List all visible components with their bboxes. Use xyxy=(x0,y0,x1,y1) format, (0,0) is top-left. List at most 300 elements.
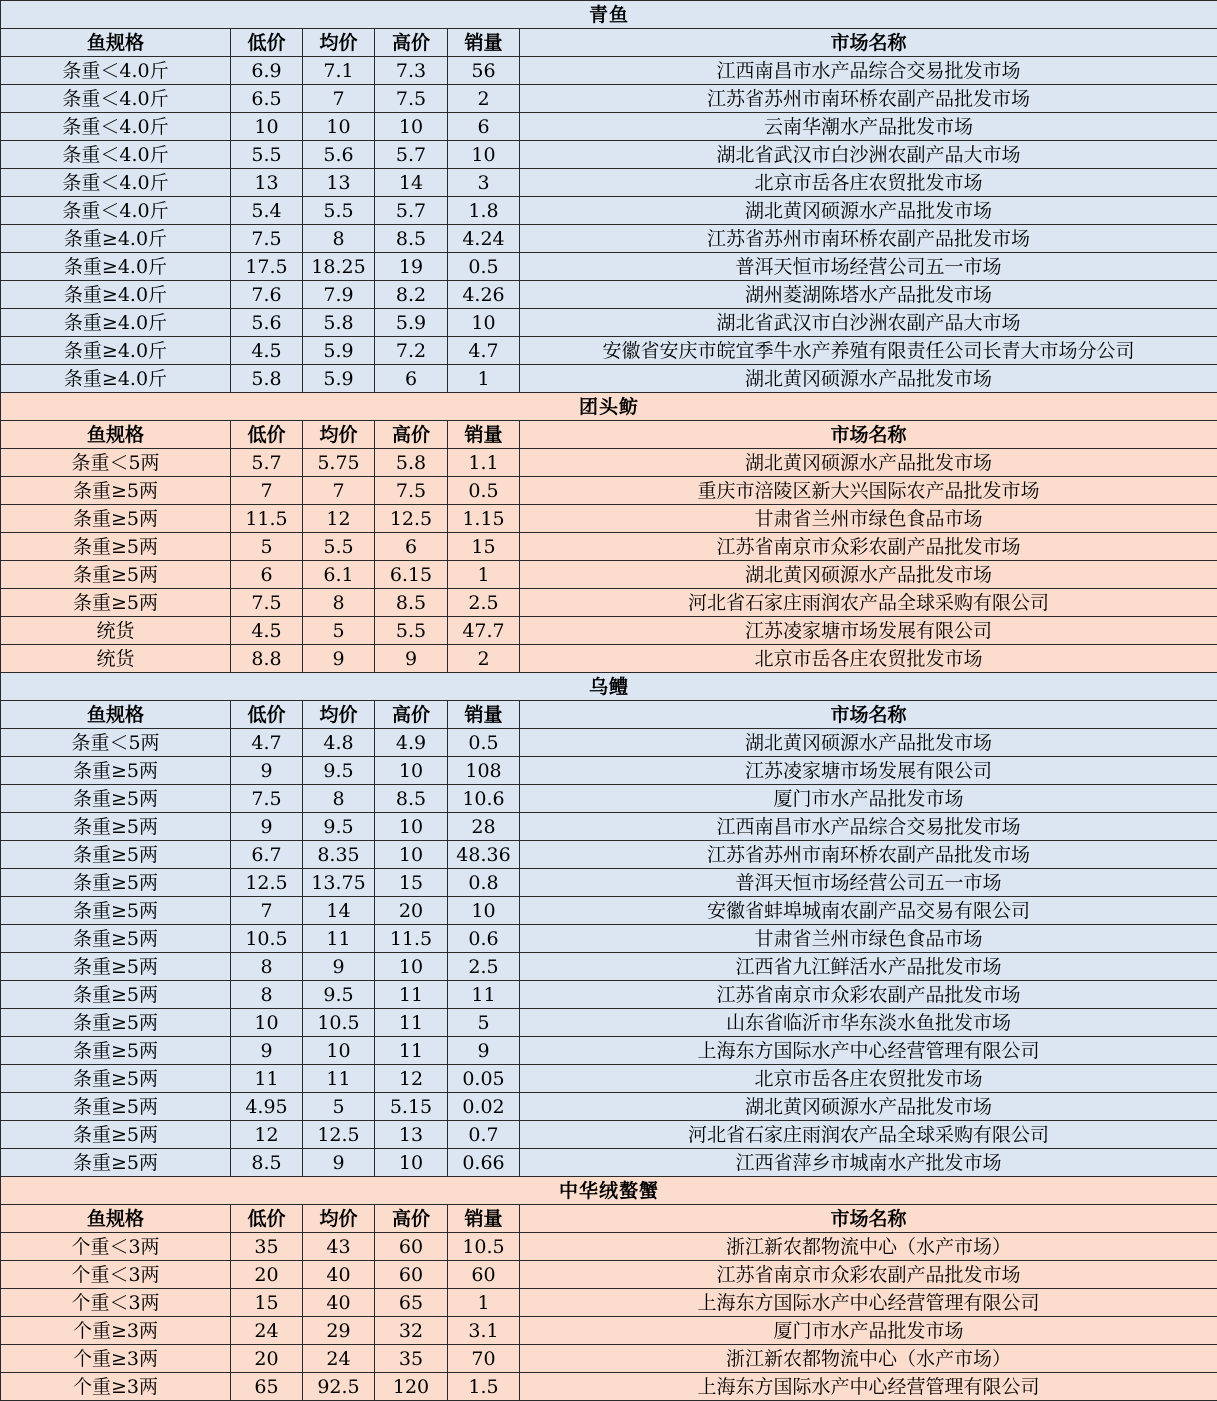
cell-market-name: 普洱天恒市场经营公司五一市场 xyxy=(520,253,1217,281)
table-row xyxy=(1,897,1217,925)
cell-market-name: 北京市岳各庄农贸批发市场 xyxy=(520,645,1217,673)
section-title: 青鱼 xyxy=(1,1,1217,29)
cell-market-name: 湖北黄冈硕源水产品批发市场 xyxy=(520,365,1217,393)
cell-high-price: 7.5 xyxy=(375,477,448,505)
cell-market-name: 浙江新农都物流中心（水产市场） xyxy=(520,1233,1217,1261)
cell-low-price: 4.7 xyxy=(231,729,303,757)
section-3 xyxy=(1,1177,1217,1401)
cell-spec: 条重＜4.0斤 xyxy=(1,85,231,113)
cell-market-name: 江苏凌家塘市场发展有限公司 xyxy=(520,757,1217,785)
cell-high-price: 19 xyxy=(375,253,448,281)
column-header-low-price: 低价 xyxy=(231,421,303,449)
cell-market-name: 甘肃省兰州市绿色食品市场 xyxy=(520,925,1217,953)
cell-volume: 28 xyxy=(448,813,520,841)
cell-market-name: 厦门市水产品批发市场 xyxy=(520,785,1217,813)
cell-low-price: 17.5 xyxy=(231,253,303,281)
cell-low-price: 24 xyxy=(231,1317,303,1345)
section-title-row xyxy=(1,673,1217,701)
cell-volume: 56 xyxy=(448,57,520,85)
cell-market-name: 江苏省苏州市南环桥农副产品批发市场 xyxy=(520,85,1217,113)
cell-market-name: 江西省萍乡市城南水产批发市场 xyxy=(520,1149,1217,1177)
cell-avg-price: 8 xyxy=(303,589,375,617)
cell-market-name: 湖北省武汉市白沙洲农副产品大市场 xyxy=(520,309,1217,337)
table-row xyxy=(1,533,1217,561)
cell-avg-price: 7 xyxy=(303,477,375,505)
cell-spec: 条重≥5两 xyxy=(1,841,231,869)
column-header-spec: 鱼规格 xyxy=(1,421,231,449)
cell-market-name: 甘肃省兰州市绿色食品市场 xyxy=(520,505,1217,533)
cell-spec: 条重≥5两 xyxy=(1,1009,231,1037)
cell-market-name: 普洱天恒市场经营公司五一市场 xyxy=(520,869,1217,897)
cell-market-name: 江苏省南京市众彩农副产品批发市场 xyxy=(520,981,1217,1009)
cell-spec: 条重≥4.0斤 xyxy=(1,281,231,309)
cell-low-price: 7 xyxy=(231,477,303,505)
cell-spec: 条重≥5两 xyxy=(1,953,231,981)
cell-market-name: 厦门市水产品批发市场 xyxy=(520,1317,1217,1345)
cell-market-name: 江苏省南京市众彩农副产品批发市场 xyxy=(520,1261,1217,1289)
cell-low-price: 5.7 xyxy=(231,449,303,477)
cell-high-price: 7.5 xyxy=(375,85,448,113)
cell-avg-price: 12 xyxy=(303,505,375,533)
cell-volume: 2.5 xyxy=(448,953,520,981)
cell-avg-price: 11 xyxy=(303,925,375,953)
cell-volume: 10.6 xyxy=(448,785,520,813)
column-header-high-price: 高价 xyxy=(375,701,448,729)
cell-volume: 3.1 xyxy=(448,1317,520,1345)
cell-high-price: 13 xyxy=(375,1121,448,1149)
cell-market-name: 上海东方国际水产中心经营管理有限公司 xyxy=(520,1373,1217,1401)
cell-spec: 个重≥3两 xyxy=(1,1317,231,1345)
cell-avg-price: 8.35 xyxy=(303,841,375,869)
column-header-low-price: 低价 xyxy=(231,701,303,729)
cell-spec: 个重＜3两 xyxy=(1,1261,231,1289)
cell-high-price: 7.2 xyxy=(375,337,448,365)
table-row xyxy=(1,281,1217,309)
cell-low-price: 10.5 xyxy=(231,925,303,953)
cell-high-price: 6 xyxy=(375,533,448,561)
cell-low-price: 13 xyxy=(231,169,303,197)
table-row xyxy=(1,1009,1217,1037)
table-row xyxy=(1,785,1217,813)
cell-avg-price: 5.5 xyxy=(303,533,375,561)
column-header-market-name: 市场名称 xyxy=(520,1205,1217,1233)
cell-avg-price: 10 xyxy=(303,1037,375,1065)
cell-low-price: 4.95 xyxy=(231,1093,303,1121)
cell-low-price: 7.5 xyxy=(231,785,303,813)
cell-volume: 10 xyxy=(448,309,520,337)
cell-avg-price: 5.6 xyxy=(303,141,375,169)
cell-spec: 条重≥5两 xyxy=(1,869,231,897)
cell-market-name: 湖北黄冈硕源水产品批发市场 xyxy=(520,197,1217,225)
table-row xyxy=(1,1289,1217,1317)
cell-low-price: 12.5 xyxy=(231,869,303,897)
cell-low-price: 5 xyxy=(231,533,303,561)
cell-high-price: 8.5 xyxy=(375,589,448,617)
cell-market-name: 上海东方国际水产中心经营管理有限公司 xyxy=(520,1037,1217,1065)
cell-high-price: 11 xyxy=(375,981,448,1009)
section-2 xyxy=(1,673,1217,1177)
cell-low-price: 4.5 xyxy=(231,617,303,645)
cell-volume: 4.7 xyxy=(448,337,520,365)
cell-volume: 70 xyxy=(448,1345,520,1373)
cell-low-price: 11 xyxy=(231,1065,303,1093)
table-row xyxy=(1,197,1217,225)
cell-low-price: 20 xyxy=(231,1345,303,1373)
cell-low-price: 20 xyxy=(231,1261,303,1289)
cell-spec: 个重≥3两 xyxy=(1,1373,231,1401)
column-header-avg-price: 均价 xyxy=(303,1205,375,1233)
cell-high-price: 60 xyxy=(375,1233,448,1261)
cell-volume: 47.7 xyxy=(448,617,520,645)
cell-high-price: 15 xyxy=(375,869,448,897)
table-row xyxy=(1,477,1217,505)
cell-volume: 11 xyxy=(448,981,520,1009)
cell-volume: 0.5 xyxy=(448,253,520,281)
cell-market-name: 湖北省武汉市白沙洲农副产品大市场 xyxy=(520,141,1217,169)
column-header-market-name: 市场名称 xyxy=(520,701,1217,729)
cell-market-name: 云南华潮水产品批发市场 xyxy=(520,113,1217,141)
cell-spec: 条重≥5两 xyxy=(1,981,231,1009)
column-header-avg-price: 均价 xyxy=(303,29,375,57)
cell-avg-price: 10.5 xyxy=(303,1009,375,1037)
cell-high-price: 8.5 xyxy=(375,225,448,253)
table-row xyxy=(1,365,1217,393)
table-row xyxy=(1,113,1217,141)
cell-avg-price: 8 xyxy=(303,785,375,813)
cell-low-price: 8 xyxy=(231,981,303,1009)
cell-high-price: 12 xyxy=(375,1065,448,1093)
table-row xyxy=(1,813,1217,841)
cell-spec: 条重≥5两 xyxy=(1,1037,231,1065)
cell-high-price: 6.15 xyxy=(375,561,448,589)
cell-high-price: 20 xyxy=(375,897,448,925)
cell-low-price: 6 xyxy=(231,561,303,589)
cell-market-name: 江苏省南京市众彩农副产品批发市场 xyxy=(520,533,1217,561)
section-title: 中华绒螯蟹 xyxy=(1,1177,1217,1205)
table-row xyxy=(1,85,1217,113)
cell-avg-price: 5.5 xyxy=(303,197,375,225)
section-title-row xyxy=(1,1177,1217,1205)
cell-market-name: 北京市岳各庄农贸批发市场 xyxy=(520,1065,1217,1093)
cell-volume: 1 xyxy=(448,1289,520,1317)
cell-low-price: 7.5 xyxy=(231,225,303,253)
cell-low-price: 12 xyxy=(231,1121,303,1149)
cell-avg-price: 8 xyxy=(303,225,375,253)
cell-low-price: 7.6 xyxy=(231,281,303,309)
cell-high-price: 10 xyxy=(375,841,448,869)
column-header-volume: 销量 xyxy=(448,701,520,729)
cell-market-name: 江苏省苏州市南环桥农副产品批发市场 xyxy=(520,841,1217,869)
cell-high-price: 5.5 xyxy=(375,617,448,645)
cell-avg-price: 5.9 xyxy=(303,337,375,365)
cell-spec: 条重≥5两 xyxy=(1,925,231,953)
table-row xyxy=(1,1121,1217,1149)
cell-volume: 0.02 xyxy=(448,1093,520,1121)
cell-market-name: 北京市岳各庄农贸批发市场 xyxy=(520,169,1217,197)
cell-market-name: 山东省临沂市华东淡水鱼批发市场 xyxy=(520,1009,1217,1037)
cell-avg-price: 14 xyxy=(303,897,375,925)
cell-market-name: 江苏省苏州市南环桥农副产品批发市场 xyxy=(520,225,1217,253)
cell-volume: 10 xyxy=(448,141,520,169)
table-row xyxy=(1,1065,1217,1093)
cell-volume: 0.5 xyxy=(448,477,520,505)
cell-avg-price: 9.5 xyxy=(303,757,375,785)
column-header-low-price: 低价 xyxy=(231,29,303,57)
cell-avg-price: 4.8 xyxy=(303,729,375,757)
cell-volume: 0.05 xyxy=(448,1065,520,1093)
table-row xyxy=(1,1233,1217,1261)
cell-market-name: 浙江新农都物流中心（水产市场） xyxy=(520,1345,1217,1373)
cell-avg-price: 7.9 xyxy=(303,281,375,309)
cell-high-price: 4.9 xyxy=(375,729,448,757)
cell-low-price: 5.6 xyxy=(231,309,303,337)
cell-avg-price: 18.25 xyxy=(303,253,375,281)
table-row xyxy=(1,57,1217,85)
cell-high-price: 14 xyxy=(375,169,448,197)
cell-avg-price: 9 xyxy=(303,645,375,673)
cell-volume: 1 xyxy=(448,561,520,589)
cell-volume: 6 xyxy=(448,113,520,141)
cell-avg-price: 12.5 xyxy=(303,1121,375,1149)
cell-spec: 条重≥5两 xyxy=(1,813,231,841)
cell-spec: 条重＜4.0斤 xyxy=(1,141,231,169)
cell-market-name: 重庆市涪陵区新大兴国际农产品批发市场 xyxy=(520,477,1217,505)
table-row xyxy=(1,309,1217,337)
cell-spec: 条重≥5两 xyxy=(1,589,231,617)
cell-high-price: 5.15 xyxy=(375,1093,448,1121)
cell-high-price: 10 xyxy=(375,953,448,981)
cell-spec: 条重＜4.0斤 xyxy=(1,197,231,225)
cell-low-price: 15 xyxy=(231,1289,303,1317)
cell-avg-price: 92.5 xyxy=(303,1373,375,1401)
cell-volume: 2 xyxy=(448,645,520,673)
cell-spec: 个重＜3两 xyxy=(1,1289,231,1317)
cell-avg-price: 5 xyxy=(303,1093,375,1121)
table-row xyxy=(1,337,1217,365)
cell-high-price: 6 xyxy=(375,365,448,393)
column-header-spec: 鱼规格 xyxy=(1,701,231,729)
table-row xyxy=(1,925,1217,953)
cell-avg-price: 11 xyxy=(303,1065,375,1093)
cell-low-price: 6.5 xyxy=(231,85,303,113)
cell-market-name: 安徽省蚌埠城南农副产品交易有限公司 xyxy=(520,897,1217,925)
cell-high-price: 11.5 xyxy=(375,925,448,953)
cell-avg-price: 24 xyxy=(303,1345,375,1373)
table-row xyxy=(1,617,1217,645)
table-row xyxy=(1,1093,1217,1121)
cell-volume: 9 xyxy=(448,1037,520,1065)
cell-spec: 条重≥5两 xyxy=(1,757,231,785)
cell-high-price: 8.2 xyxy=(375,281,448,309)
cell-market-name: 上海东方国际水产中心经营管理有限公司 xyxy=(520,1289,1217,1317)
cell-avg-price: 9.5 xyxy=(303,981,375,1009)
cell-high-price: 5.7 xyxy=(375,141,448,169)
cell-low-price: 4.5 xyxy=(231,337,303,365)
column-header-spec: 鱼规格 xyxy=(1,29,231,57)
cell-spec: 条重≥5两 xyxy=(1,1149,231,1177)
cell-avg-price: 5 xyxy=(303,617,375,645)
cell-volume: 0.66 xyxy=(448,1149,520,1177)
cell-avg-price: 29 xyxy=(303,1317,375,1345)
header-row xyxy=(1,701,1217,729)
cell-high-price: 32 xyxy=(375,1317,448,1345)
cell-spec: 条重≥5两 xyxy=(1,897,231,925)
table-row xyxy=(1,1345,1217,1373)
cell-market-name: 湖北黄冈硕源水产品批发市场 xyxy=(520,449,1217,477)
cell-low-price: 65 xyxy=(231,1373,303,1401)
cell-spec: 条重≥5两 xyxy=(1,477,231,505)
column-header-high-price: 高价 xyxy=(375,1205,448,1233)
cell-low-price: 7 xyxy=(231,897,303,925)
cell-volume: 60 xyxy=(448,1261,520,1289)
column-header-volume: 销量 xyxy=(448,421,520,449)
cell-spec: 条重≥4.0斤 xyxy=(1,225,231,253)
cell-volume: 2.5 xyxy=(448,589,520,617)
column-header-volume: 销量 xyxy=(448,29,520,57)
cell-low-price: 6.7 xyxy=(231,841,303,869)
cell-volume: 1.5 xyxy=(448,1373,520,1401)
cell-volume: 1.15 xyxy=(448,505,520,533)
cell-spec: 条重＜5两 xyxy=(1,729,231,757)
cell-avg-price: 5.8 xyxy=(303,309,375,337)
cell-volume: 0.5 xyxy=(448,729,520,757)
cell-spec: 条重≥4.0斤 xyxy=(1,365,231,393)
section-title: 乌鳢 xyxy=(1,673,1217,701)
cell-low-price: 7.5 xyxy=(231,589,303,617)
section-1 xyxy=(1,393,1217,673)
cell-volume: 4.26 xyxy=(448,281,520,309)
cell-market-name: 河北省石家庄雨润农产品全球采购有限公司 xyxy=(520,589,1217,617)
cell-avg-price: 9 xyxy=(303,1149,375,1177)
cell-high-price: 11 xyxy=(375,1037,448,1065)
cell-avg-price: 43 xyxy=(303,1233,375,1261)
cell-spec: 条重≥4.0斤 xyxy=(1,337,231,365)
cell-volume: 108 xyxy=(448,757,520,785)
cell-avg-price: 6.1 xyxy=(303,561,375,589)
cell-avg-price: 40 xyxy=(303,1261,375,1289)
cell-volume: 5 xyxy=(448,1009,520,1037)
cell-low-price: 5.8 xyxy=(231,365,303,393)
cell-low-price: 6.9 xyxy=(231,57,303,85)
column-header-high-price: 高价 xyxy=(375,421,448,449)
table-row xyxy=(1,589,1217,617)
cell-market-name: 江苏凌家塘市场发展有限公司 xyxy=(520,617,1217,645)
cell-avg-price: 13.75 xyxy=(303,869,375,897)
cell-volume: 1.8 xyxy=(448,197,520,225)
cell-low-price: 8 xyxy=(231,953,303,981)
cell-spec: 条重≥4.0斤 xyxy=(1,253,231,281)
column-header-avg-price: 均价 xyxy=(303,701,375,729)
cell-volume: 15 xyxy=(448,533,520,561)
cell-avg-price: 10 xyxy=(303,113,375,141)
cell-volume: 3 xyxy=(448,169,520,197)
table-row xyxy=(1,841,1217,869)
cell-spec: 统货 xyxy=(1,645,231,673)
cell-high-price: 65 xyxy=(375,1289,448,1317)
cell-avg-price: 5.9 xyxy=(303,365,375,393)
column-header-low-price: 低价 xyxy=(231,1205,303,1233)
cell-low-price: 10 xyxy=(231,1009,303,1037)
table-row xyxy=(1,1373,1217,1401)
section-title-row xyxy=(1,393,1217,421)
cell-spec: 条重＜4.0斤 xyxy=(1,113,231,141)
cell-avg-price: 9 xyxy=(303,953,375,981)
table-row xyxy=(1,253,1217,281)
cell-volume: 4.24 xyxy=(448,225,520,253)
cell-volume: 0.7 xyxy=(448,1121,520,1149)
cell-spec: 统货 xyxy=(1,617,231,645)
cell-low-price: 11.5 xyxy=(231,505,303,533)
table-row xyxy=(1,1037,1217,1065)
cell-spec: 条重≥5两 xyxy=(1,1065,231,1093)
cell-low-price: 35 xyxy=(231,1233,303,1261)
cell-low-price: 8.5 xyxy=(231,1149,303,1177)
cell-high-price: 10 xyxy=(375,813,448,841)
cell-spec: 个重≥3两 xyxy=(1,1345,231,1373)
column-header-high-price: 高价 xyxy=(375,29,448,57)
cell-high-price: 35 xyxy=(375,1345,448,1373)
cell-avg-price: 7.1 xyxy=(303,57,375,85)
cell-spec: 条重＜4.0斤 xyxy=(1,169,231,197)
cell-high-price: 120 xyxy=(375,1373,448,1401)
table-row xyxy=(1,141,1217,169)
cell-volume: 0.6 xyxy=(448,925,520,953)
table-row xyxy=(1,981,1217,1009)
cell-high-price: 10 xyxy=(375,1149,448,1177)
cell-volume: 48.36 xyxy=(448,841,520,869)
header-row xyxy=(1,29,1217,57)
cell-volume: 0.8 xyxy=(448,869,520,897)
cell-high-price: 12.5 xyxy=(375,505,448,533)
column-header-avg-price: 均价 xyxy=(303,421,375,449)
header-row xyxy=(1,421,1217,449)
cell-market-name: 江西南昌市水产品综合交易批发市场 xyxy=(520,57,1217,85)
column-header-market-name: 市场名称 xyxy=(520,29,1217,57)
cell-market-name: 湖北黄冈硕源水产品批发市场 xyxy=(520,561,1217,589)
table-row xyxy=(1,1261,1217,1289)
cell-high-price: 7.3 xyxy=(375,57,448,85)
cell-spec: 条重≥5两 xyxy=(1,561,231,589)
cell-low-price: 5.5 xyxy=(231,141,303,169)
column-header-volume: 销量 xyxy=(448,1205,520,1233)
cell-market-name: 湖州菱湖陈塔水产品批发市场 xyxy=(520,281,1217,309)
table-row xyxy=(1,1149,1217,1177)
column-header-market-name: 市场名称 xyxy=(520,421,1217,449)
cell-spec: 条重＜5两 xyxy=(1,449,231,477)
cell-market-name: 湖北黄冈硕源水产品批发市场 xyxy=(520,1093,1217,1121)
table-row xyxy=(1,953,1217,981)
cell-low-price: 10 xyxy=(231,113,303,141)
cell-avg-price: 5.75 xyxy=(303,449,375,477)
header-row xyxy=(1,1205,1217,1233)
cell-high-price: 11 xyxy=(375,1009,448,1037)
table-row xyxy=(1,505,1217,533)
section-title: 团头鲂 xyxy=(1,393,1217,421)
table-row xyxy=(1,645,1217,673)
cell-volume: 10 xyxy=(448,897,520,925)
cell-low-price: 9 xyxy=(231,1037,303,1065)
cell-avg-price: 40 xyxy=(303,1289,375,1317)
cell-market-name: 江西省九江鲜活水产品批发市场 xyxy=(520,953,1217,981)
table-row xyxy=(1,757,1217,785)
cell-low-price: 8.8 xyxy=(231,645,303,673)
table-row xyxy=(1,729,1217,757)
cell-volume: 2 xyxy=(448,85,520,113)
cell-market-name: 河北省石家庄雨润农产品全球采购有限公司 xyxy=(520,1121,1217,1149)
cell-high-price: 10 xyxy=(375,113,448,141)
cell-spec: 条重≥5两 xyxy=(1,1121,231,1149)
cell-low-price: 5.4 xyxy=(231,197,303,225)
